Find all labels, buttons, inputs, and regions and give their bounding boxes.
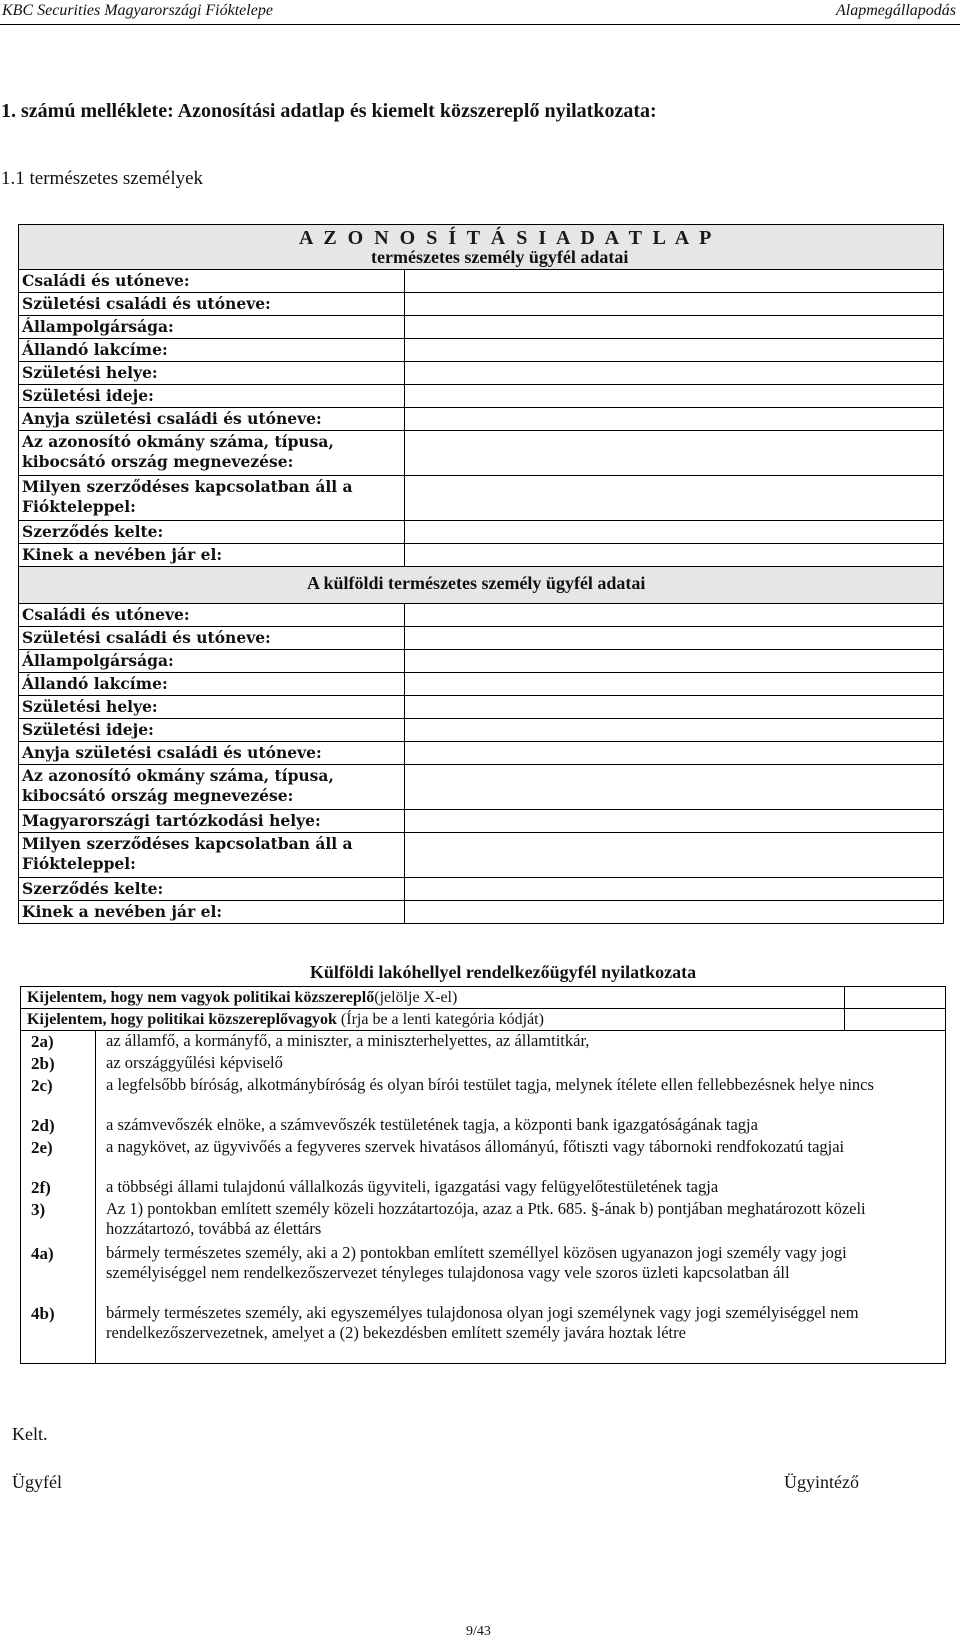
pep-category-row <box>20 1177 946 1199</box>
form-row <box>19 476 943 521</box>
category-description: Az 1) pontokban említett személy közeli hozzátartozója, azaz a Ptk. 685. §-ának b) pontjában meghatározott közeli hozzátartozó, továbbá az élettárs <box>106 1199 866 1238</box>
field-value[interactable] <box>405 696 943 718</box>
header-company: KBC Securities Magyarországi Fióktelepe <box>2 2 273 19</box>
field-value[interactable] <box>405 833 943 877</box>
page-header <box>0 0 960 28</box>
category-description: bármely természetes személy, aki a 2) pontokban említett személlyel közösen ugyanazon jogi személy vagy jogi személyiséggel nem rendelkezőszervezet tényleges tulajdonosa vagy vele szoros üzleti kapcsolatban áll <box>106 1243 847 1282</box>
category-code: 4b) <box>21 1303 96 1363</box>
section-heading: 1.1 természetes személyek <box>1 168 204 189</box>
field-label: Családi és utóneve: <box>19 270 405 292</box>
field-label: Magyarországi tartózkodási helye: <box>19 810 405 832</box>
form-row <box>19 544 943 566</box>
field-value[interactable] <box>405 878 943 900</box>
field-value[interactable] <box>405 339 943 361</box>
domestic-form-table <box>18 224 944 567</box>
declaration-not-pep-row <box>20 986 946 1009</box>
field-label: Születési ideje: <box>19 385 405 407</box>
form-row <box>19 604 943 627</box>
category-description: az országgyűlési képviselő <box>106 1053 283 1072</box>
form-row <box>19 878 943 901</box>
form-row <box>19 765 943 810</box>
field-value[interactable] <box>405 627 943 649</box>
page-number: 9/43 <box>466 1624 491 1639</box>
pep-category-row <box>20 1243 946 1303</box>
form-row <box>19 810 943 833</box>
form-row <box>19 719 943 742</box>
field-label: Anyja születési családi és utóneve: <box>19 408 405 430</box>
category-description: a legfelsőbb bíróság, alkotmánybíróság és olyan bírói testület tagja, melynek ítélete ellen fellebbezésnek helye nincs <box>106 1075 874 1094</box>
category-code: 2c) <box>21 1075 96 1115</box>
field-label: Születési családi és utóneve: <box>19 293 405 315</box>
header-rule <box>0 24 960 25</box>
field-label: Kinek a nevében jár el: <box>19 544 405 566</box>
field-label: Állandó lakcíme: <box>19 673 405 695</box>
category-description: a számvevőszék elnöke, a számvevőszék testületének tagja, a központi bank igazgatóságának tagja <box>106 1115 758 1134</box>
category-code: 2a) <box>21 1031 96 1053</box>
pep-declaration <box>20 962 946 1364</box>
form-row <box>19 362 943 385</box>
field-value[interactable] <box>405 544 943 566</box>
pep-category-row <box>20 1075 946 1115</box>
declaration-title: Külföldi lakóhellyel rendelkezőügyfél nyilatkozata <box>309 962 697 982</box>
pep-category-row <box>20 1303 946 1364</box>
field-label: Milyen szerződéses kapcsolatban áll a Fiókteleppel: <box>19 476 405 520</box>
form-row <box>19 521 943 544</box>
declaration-pep-row <box>20 1009 946 1031</box>
not-pep-statement: Kijelentem, hogy nem vagyok politikai közszereplő <box>27 989 375 1006</box>
pep-category-field[interactable] <box>844 1009 945 1030</box>
foreign-form-table <box>18 566 944 924</box>
form-row <box>19 901 943 923</box>
category-code: 2b) <box>21 1053 96 1075</box>
form-row <box>19 650 943 673</box>
pep-category-row <box>20 1031 946 1053</box>
client-signature-label: Ügyfél <box>12 1472 62 1492</box>
field-label: Anyja születési családi és utóneve: <box>19 742 405 764</box>
form-row <box>19 673 943 696</box>
field-label: Születési helye: <box>19 696 405 718</box>
field-label: Születési helye: <box>19 362 405 384</box>
field-value[interactable] <box>405 316 943 338</box>
field-value[interactable] <box>405 604 943 626</box>
pep-category-row <box>20 1137 946 1177</box>
field-label: Születési családi és utóneve: <box>19 627 405 649</box>
category-description: bármely természetes személy, aki egyszemélyes tulajdonosa olyan jogi személynek vagy jogi személyiséggel nem rendelkezőszervezetnek, amelyet a (2) bekezdésben említett személy javára hoztak létre <box>106 1303 859 1342</box>
form-row <box>19 316 943 339</box>
pep-category-row <box>20 1053 946 1075</box>
form-row <box>19 742 943 765</box>
form2-title: A külföldi természetes személy ügyfél adatai <box>307 573 646 593</box>
form-row <box>19 696 943 719</box>
field-value[interactable] <box>405 293 943 315</box>
header-doc-title: Alapmegállapodás <box>836 2 956 19</box>
field-value[interactable] <box>405 385 943 407</box>
field-value[interactable] <box>405 719 943 741</box>
field-label: Állampolgársága: <box>19 316 405 338</box>
pep-category-row <box>20 1115 946 1137</box>
field-value[interactable] <box>405 673 943 695</box>
field-value[interactable] <box>405 408 943 430</box>
category-code: 2d) <box>21 1115 96 1137</box>
field-value[interactable] <box>405 810 943 832</box>
pep-statement: Kijelentem, hogy politikai közszereplővagyok <box>27 1011 337 1028</box>
category-code: 2e) <box>21 1137 96 1177</box>
pep-instruction: (Írja be a lenti kategória kódját) <box>336 1011 544 1028</box>
form-row <box>19 339 943 362</box>
field-label: Kinek a nevében jár el: <box>19 901 405 923</box>
field-label: Az azonosító okmány száma, típusa, kibocsátó ország megnevezése: <box>19 431 405 475</box>
pep-category-row <box>20 1199 946 1243</box>
form-row <box>19 627 943 650</box>
category-description: az államfő, a kormányfő, a miniszter, a miniszterhelyettes, az államtitkár, <box>106 1031 590 1050</box>
field-label: Állampolgársága: <box>19 650 405 672</box>
field-label: Az azonosító okmány száma, típusa, kibocsátó ország megnevezése: <box>19 765 405 809</box>
form-row <box>19 408 943 431</box>
field-value[interactable] <box>405 765 943 809</box>
annex-heading: 1. számú melléklete: Azonosítási adatlap és kiemelt közszereplő nyilatkozata: <box>1 100 657 122</box>
form-row <box>19 385 943 408</box>
field-label: Milyen szerződéses kapcsolatban áll a Fiókteleppel: <box>19 833 405 877</box>
form-row <box>19 431 943 476</box>
field-value[interactable] <box>405 901 943 923</box>
category-description: a többségi állami tulajdonú vállalkozás ügyviteli, igazgatási vagy felügyelőtestületének tagja <box>106 1177 719 1196</box>
form-row <box>19 293 943 316</box>
not-pep-instruction: (jelölje X-el) <box>374 989 458 1006</box>
field-label: Családi és utóneve: <box>19 604 405 626</box>
field-value[interactable] <box>405 521 943 543</box>
foreign-form-title <box>19 567 943 604</box>
field-value[interactable] <box>405 362 943 384</box>
field-label: Születési ideje: <box>19 719 405 741</box>
field-label: Szerződés kelte: <box>19 521 405 543</box>
form-row <box>19 270 943 293</box>
field-value[interactable] <box>405 270 943 292</box>
field-label: Szerződés kelte: <box>19 878 405 900</box>
category-code: 2f) <box>21 1177 96 1199</box>
form-row <box>19 833 943 878</box>
not-pep-checkbox[interactable] <box>844 987 945 1008</box>
field-value[interactable] <box>405 742 943 764</box>
form-title: A Z O N O S Í T Á S I A D A T L A P <box>299 227 715 249</box>
category-code: 3) <box>21 1199 96 1243</box>
category-description: a nagykövet, az ügyvivőés a fegyveres szervek hivatásos állományú, főtiszti vagy tábornoki rendfokozatú tagjai <box>106 1137 845 1156</box>
date-label: Kelt. <box>12 1424 48 1444</box>
form-subtitle: természetes személy ügyfél adatai <box>371 247 629 267</box>
category-code: 4a) <box>21 1243 96 1303</box>
field-value[interactable] <box>405 650 943 672</box>
field-label: Állandó lakcíme: <box>19 339 405 361</box>
field-value[interactable] <box>405 431 943 475</box>
domestic-form-title <box>19 225 943 270</box>
field-value[interactable] <box>405 476 943 520</box>
officer-signature-label: Ügyintéző <box>784 1472 859 1492</box>
